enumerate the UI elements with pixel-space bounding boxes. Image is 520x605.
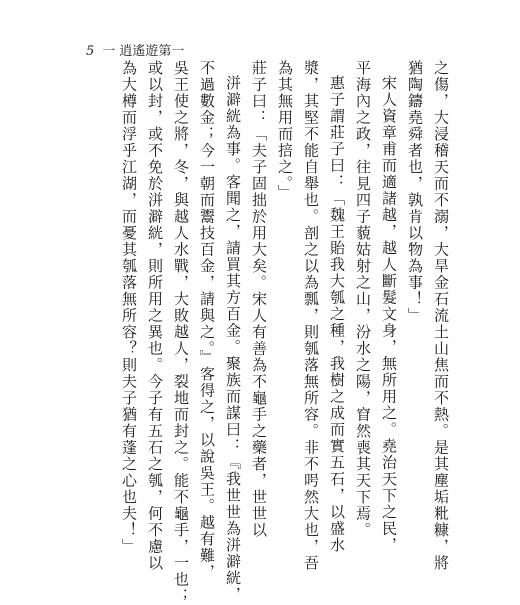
- vertical-text-block: [12, 60, 450, 605]
- page-header: [86, 40, 184, 59]
- text-column: [64, 60, 84, 480]
- text-column: 為大樽而浮乎江湖，而憂其瓠落無所容？則夫子猶有蓬之心也夫！」: [120, 60, 138, 555]
- text-column: [12, 60, 32, 480]
- text-column: 為其無用而掊之。」: [276, 60, 294, 201]
- text-column: 吳王使之將，冬，與越人水戰，大敗越人，裂地而封之。能不龜手，一也；: [172, 60, 190, 605]
- text-column: [90, 60, 110, 480]
- text-column: 猶陶鑄堯舜者也，孰肯以物為事！」: [406, 60, 424, 324]
- text-column: 之傷，大浸稽天而不溺，大旱金石流土山焦而不熱。是其塵垢粃糠，將: [432, 60, 450, 572]
- page-number: 5: [86, 44, 95, 59]
- chapter-title: 一 逍遙遊第一: [102, 44, 185, 59]
- text-column: 洴澼絖為事。客聞之，請買其方百金。聚族而謀曰：『我世世為洴澼絖，: [224, 75, 242, 603]
- text-column: 漿，其堅不能自舉也。剖之以為瓢，則瓠落無所容。非不呺然大也，吾: [302, 60, 320, 572]
- text-column: [38, 60, 58, 480]
- text-column: 平海內之政，往見四子藐姑射之山，汾水之陽，窅然喪其天下焉。: [354, 60, 372, 539]
- text-column: 不過數金；今一朝而鬻技百金，請與之。』客得之，以說吳王。越有難，: [198, 60, 216, 581]
- text-column: 莊子曰：「夫子固拙於用大矣。宋人有善為不龜手之藥者，世世以: [250, 60, 268, 539]
- text-column: 宋人資章甫而適諸越，越人斷髮文身，無所用之。堯治天下之民，: [380, 75, 398, 554]
- text-column: 惠子謂莊子曰：「魏王貽我大瓠之種，我樹之成而實五石，以盛水: [328, 75, 346, 554]
- text-column: 或以封，或不免於洴澼絖，則所用之異也。今子有五石之瓠，何不慮以: [146, 60, 164, 572]
